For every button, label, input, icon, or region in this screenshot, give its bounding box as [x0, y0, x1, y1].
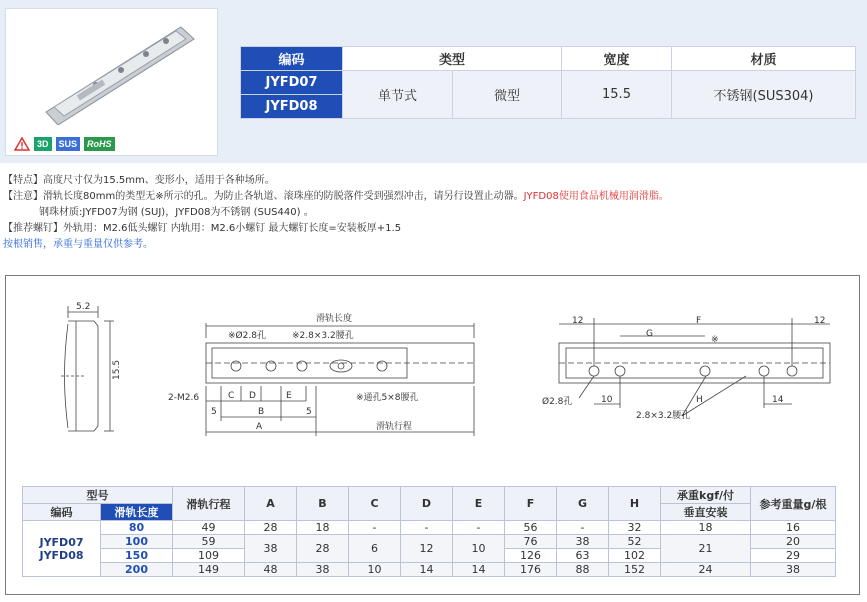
table-row-150-g: 63 — [557, 549, 609, 563]
table-row-100-h: 52 — [609, 535, 661, 549]
spec-code-jyfd07: JYFD07 — [241, 71, 343, 95]
spec-header-type: 类型 — [343, 47, 562, 71]
spec-header-code: 编码 — [241, 47, 343, 71]
slide-rail-image — [36, 17, 196, 125]
table-row-200-a: 48 — [245, 563, 297, 577]
table-row-100-c: 6 — [349, 535, 401, 563]
table-row-200-f: 176 — [505, 563, 557, 577]
table-row-200-c: 10 — [349, 563, 401, 577]
table-row-80-b: 18 — [297, 521, 349, 535]
dim-5b: 5 — [306, 407, 312, 417]
dimension-table — [22, 486, 836, 577]
dim-h-weight: 参考重量g/根 — [751, 487, 836, 521]
table-row-150-weight: 29 — [751, 549, 836, 563]
table-row-100-d: 12 — [401, 535, 453, 563]
table-row-100-e: 10 — [453, 535, 505, 563]
note-screws: 【推荐螺钉】外轨用：M2.6低头螺钉 内轨用：M2.6小螺钉 最大螺钉长度=安装板厚+1.5 — [3, 223, 402, 234]
note-feature: 【特点】高度尺寸仅为15.5mm、变形小，适用于各种场所。 — [3, 175, 275, 186]
table-row-200-b: 38 — [297, 563, 349, 577]
dim-r-12b: 12 — [814, 316, 826, 326]
table-row-200-g: 88 — [557, 563, 609, 577]
table-row-80-a: 28 — [245, 521, 297, 535]
spec-material: 不锈钢(SUS304) — [672, 71, 856, 119]
table-row-80-c: - — [349, 521, 401, 535]
table-row-100-f: 76 — [505, 535, 557, 549]
dim-h-b: B — [297, 487, 349, 521]
table-row-100-g: 38 — [557, 535, 609, 549]
warning-icon — [14, 137, 30, 151]
spec-code-jyfd08: JYFD08 — [241, 95, 343, 119]
dim-through: ※通孔5×8腰孔 — [356, 393, 419, 403]
dim-r-10: 10 — [601, 395, 613, 405]
dim-h-load: 承重kgf/付 — [661, 487, 751, 504]
dim-5a: 5 — [211, 407, 217, 417]
dim-h-d: D — [401, 487, 453, 521]
table-row-100-len: 100 — [101, 535, 173, 549]
table-row-150-f: 126 — [505, 549, 557, 563]
dim-codes: JYFD07 JYFD08 — [23, 521, 101, 577]
dim-r-h: H — [696, 395, 703, 405]
spec-header-width: 宽度 — [562, 47, 672, 71]
dim-r-g: G — [646, 329, 653, 339]
table-row-200-weight: 38 — [751, 563, 836, 577]
table-row-80-h: 32 — [609, 521, 661, 535]
dim-h-code: 编码 — [23, 504, 101, 521]
dim-side-height: 15.5 — [112, 359, 122, 380]
dim-h-len: 滑轨长度 — [101, 504, 173, 521]
technical-drawing — [6, 276, 859, 481]
table-row-200-d: 14 — [401, 563, 453, 577]
dim-h-e: E — [453, 487, 505, 521]
table-row-80-len: 80 — [101, 521, 173, 535]
dim-h-a: A — [245, 487, 297, 521]
dim-r-slot: 2.8×3.2腰孔 — [636, 411, 691, 421]
badge-rohs: RoHS — [84, 137, 115, 151]
notes — [3, 173, 669, 253]
note-caution-red: JYFD08使用食品机械用润滑脂。 — [523, 191, 669, 202]
badge-sus: SUS — [56, 137, 81, 151]
table-row-80-f: 56 — [505, 521, 557, 535]
dim-h-stroke: 滑轨行程 — [173, 487, 245, 521]
dim-rail-length: 滑轨长度 — [316, 314, 353, 324]
dim-slot1: ※2.8×3.2腰孔 — [292, 331, 354, 341]
table-row-100-weight: 20 — [751, 535, 836, 549]
table-row-200-load: 24 — [661, 563, 751, 577]
table-row-80-d: - — [401, 521, 453, 535]
table-row-150-stroke: 109 — [173, 549, 245, 563]
table-row-100-stroke: 59 — [173, 535, 245, 549]
dim-b: B — [258, 407, 265, 417]
dim-r-14: 14 — [772, 395, 784, 405]
table-row-150-len: 150 — [101, 549, 173, 563]
table-row-200-len: 200 — [101, 563, 173, 577]
badges — [14, 137, 115, 151]
dim-h-f: F — [505, 487, 557, 521]
dim-h-model: 型号 — [23, 487, 173, 504]
table-row-200-h: 152 — [609, 563, 661, 577]
spec-type-1: 单节式 — [343, 71, 453, 119]
dim-h-h: H — [609, 487, 661, 521]
note-ball-material: 钢珠材质:JYFD07为钢 (SUJ)，JYFD08为不锈钢 (SUS440) 。 — [39, 207, 314, 218]
table-row-200-e: 14 — [453, 563, 505, 577]
dim-c: C — [228, 391, 235, 401]
badge-3d: 3D — [34, 137, 52, 151]
dim-screw: 2-M2.6 — [168, 393, 200, 403]
dim-e: E — [286, 391, 292, 401]
product-image-box — [5, 8, 218, 156]
table-row-100-a: 38 — [245, 535, 297, 563]
table-row-80-e: - — [453, 521, 505, 535]
table-row-80-weight: 16 — [751, 521, 836, 535]
drawing-panel — [5, 275, 860, 595]
table-row-200-stroke: 149 — [173, 563, 245, 577]
dim-side-width: 5.2 — [76, 302, 91, 312]
spec-header-material: 材质 — [672, 47, 856, 71]
note-sales: 按根销售，承重与重量仅供参考。 — [3, 239, 153, 250]
dim-h-c: C — [349, 487, 401, 521]
spec-type-2: 微型 — [453, 71, 562, 119]
note-caution-main: 【注意】滑轨长度80mm的类型无※所示的孔。为防止各轨道、滚珠座的防脱落件受到强烈冲击，请另行设置止动器。 — [3, 191, 524, 202]
dim-r-hole: Ø2.8孔 — [542, 397, 573, 407]
table-row-80-stroke: 49 — [173, 521, 245, 535]
table-row-150-h: 102 — [609, 549, 661, 563]
table-row-100-b: 28 — [297, 535, 349, 563]
dim-r-f: F — [696, 316, 702, 326]
dim-d: D — [249, 391, 256, 401]
note-caution — [3, 189, 669, 205]
dim-r-12a: 12 — [572, 316, 584, 326]
spec-width: 15.5 — [562, 71, 672, 119]
dim-h-g: G — [557, 487, 609, 521]
dim-a: A — [256, 422, 263, 432]
spec-table — [240, 46, 856, 119]
dim-hole1: ※Ø2.8孔 — [228, 331, 266, 341]
table-row-80-load: 18 — [661, 521, 751, 535]
table-row-80-g: - — [557, 521, 609, 535]
header-band — [0, 0, 867, 163]
dim-stroke: 滑轨行程 — [376, 422, 413, 432]
dim-r-star: ※ — [711, 335, 719, 345]
table-row-100-load: 21 — [661, 535, 751, 563]
dim-h-load-sub: 垂直安装 — [661, 504, 751, 521]
